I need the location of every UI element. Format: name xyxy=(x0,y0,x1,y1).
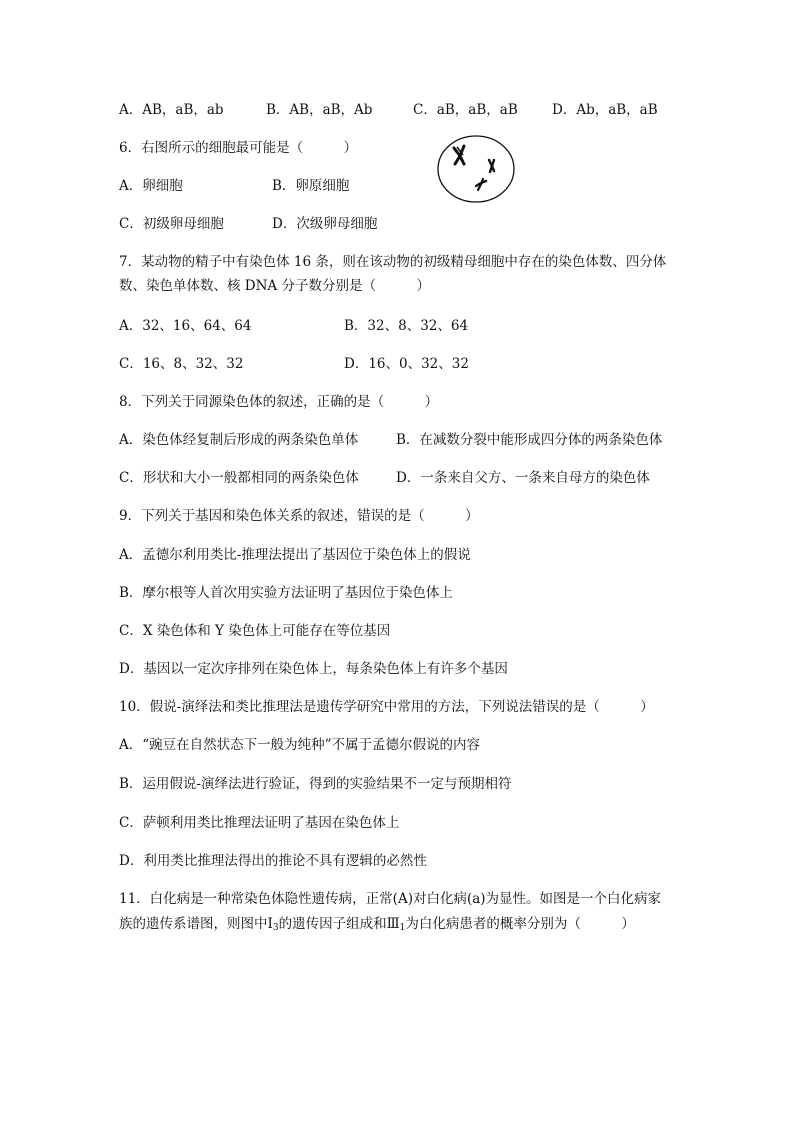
q8-option-a: A．染色体经复制后形成的两条染色单体 xyxy=(119,432,359,448)
q10-option-d: D．利用类比推理法得出的推论不具有逻辑的必然性 xyxy=(119,853,427,869)
q8-option-c: C．形状和大小一般都相同的两条染色体 xyxy=(119,470,359,486)
q10-option-a: A．“豌豆在自然状态下一般为纯种”不属于孟德尔假说的内容 xyxy=(119,737,481,753)
q5-option-b: B．AB，aB，Ab xyxy=(266,102,373,118)
q11-subscript-b: 1 xyxy=(399,923,406,933)
q7-option-d: D．16、0、32、32 xyxy=(344,356,469,372)
q8-stem: 8．下列关于同源染色体的叙述，正确的是（ ） xyxy=(119,394,439,410)
q7-option-b: B．32、8、32、64 xyxy=(344,318,469,334)
cell-diagram xyxy=(436,134,518,204)
q5-option-d: D．Ab，aB，aB xyxy=(552,102,658,118)
q10-option-b: B．运用假说-演绎法进行验证，得到的实验结果不一定与预期相符 xyxy=(119,776,512,792)
q9-option-b: B．摩尔根等人首次用实验方法证明了基因位于染色体上 xyxy=(119,585,453,601)
q11-stem-line2 xyxy=(119,914,635,938)
q5-option-c: C．aB，aB，aB xyxy=(413,102,518,118)
q9-stem: 9．下列关于基因和染色体关系的叙述，错误的是（ ） xyxy=(119,508,479,524)
q6-stem: 6．右图所示的细胞最可能是（ ） xyxy=(119,140,358,156)
q7-option-c: C．16、8、32、32 xyxy=(119,356,244,372)
q11-stem-part-a: 族的遗传系谱图，则图中Ⅰ xyxy=(119,916,273,932)
q5-option-a: A．AB，aB，ab xyxy=(119,102,224,118)
q11-stem-part-b: 的遗传因子组成和Ⅲ xyxy=(278,916,400,932)
q7-stem-line1: 7．某动物的精子中有染色体 16 条，则在该动物的初级精母细胞中存在的染色体数、四分体 xyxy=(119,254,667,270)
q10-option-c: C．萨顿利用类比推理法证明了基因在染色体上 xyxy=(119,815,400,831)
q11-subscript-a: 3 xyxy=(272,923,279,933)
q6-option-b: B．卵原细胞 xyxy=(272,178,350,194)
q11-stem-line1: 11．白化病是一种常染色体隐性遗传病，正常(A)对白化病(a)为显性。如图是一个白化病家 xyxy=(119,891,662,907)
q6-option-c: C．初级卵母细胞 xyxy=(119,216,224,232)
q9-option-c: C．X 染色体和 Y 染色体上可能存在等位基因 xyxy=(119,623,391,639)
q8-option-d: D．一条来自父方、一条来自母方的染色体 xyxy=(396,470,650,486)
chromosome-small xyxy=(476,179,486,190)
chromosome-medium xyxy=(489,160,494,172)
q7-option-a: A．32、16、64、64 xyxy=(119,318,252,334)
q9-option-a: A．孟德尔利用类比-推理法提出了基因位于染色体上的假说 xyxy=(119,547,471,563)
q6-option-a: A．卵细胞 xyxy=(119,178,183,194)
chromosome-large xyxy=(454,146,464,164)
q9-option-d: D．基因以一定次序排列在染色体上，每条染色体上有许多个基因 xyxy=(119,661,508,677)
q11-stem-part-c: 为白化病患者的概率分别为（ ） xyxy=(405,916,635,932)
q10-stem: 10．假说-演绎法和类比推理法是遗传学研究中常用的方法，下列说法错误的是（ ） xyxy=(119,699,654,715)
cell-membrane xyxy=(438,136,514,202)
q6-option-d: D．次级卵母细胞 xyxy=(272,216,378,232)
q7-stem-line2: 数、染色单体数、核 DNA 分子数分别是（ ） xyxy=(119,278,430,294)
q8-option-b: B．在减数分裂中能形成四分体的两条染色体 xyxy=(396,432,663,448)
